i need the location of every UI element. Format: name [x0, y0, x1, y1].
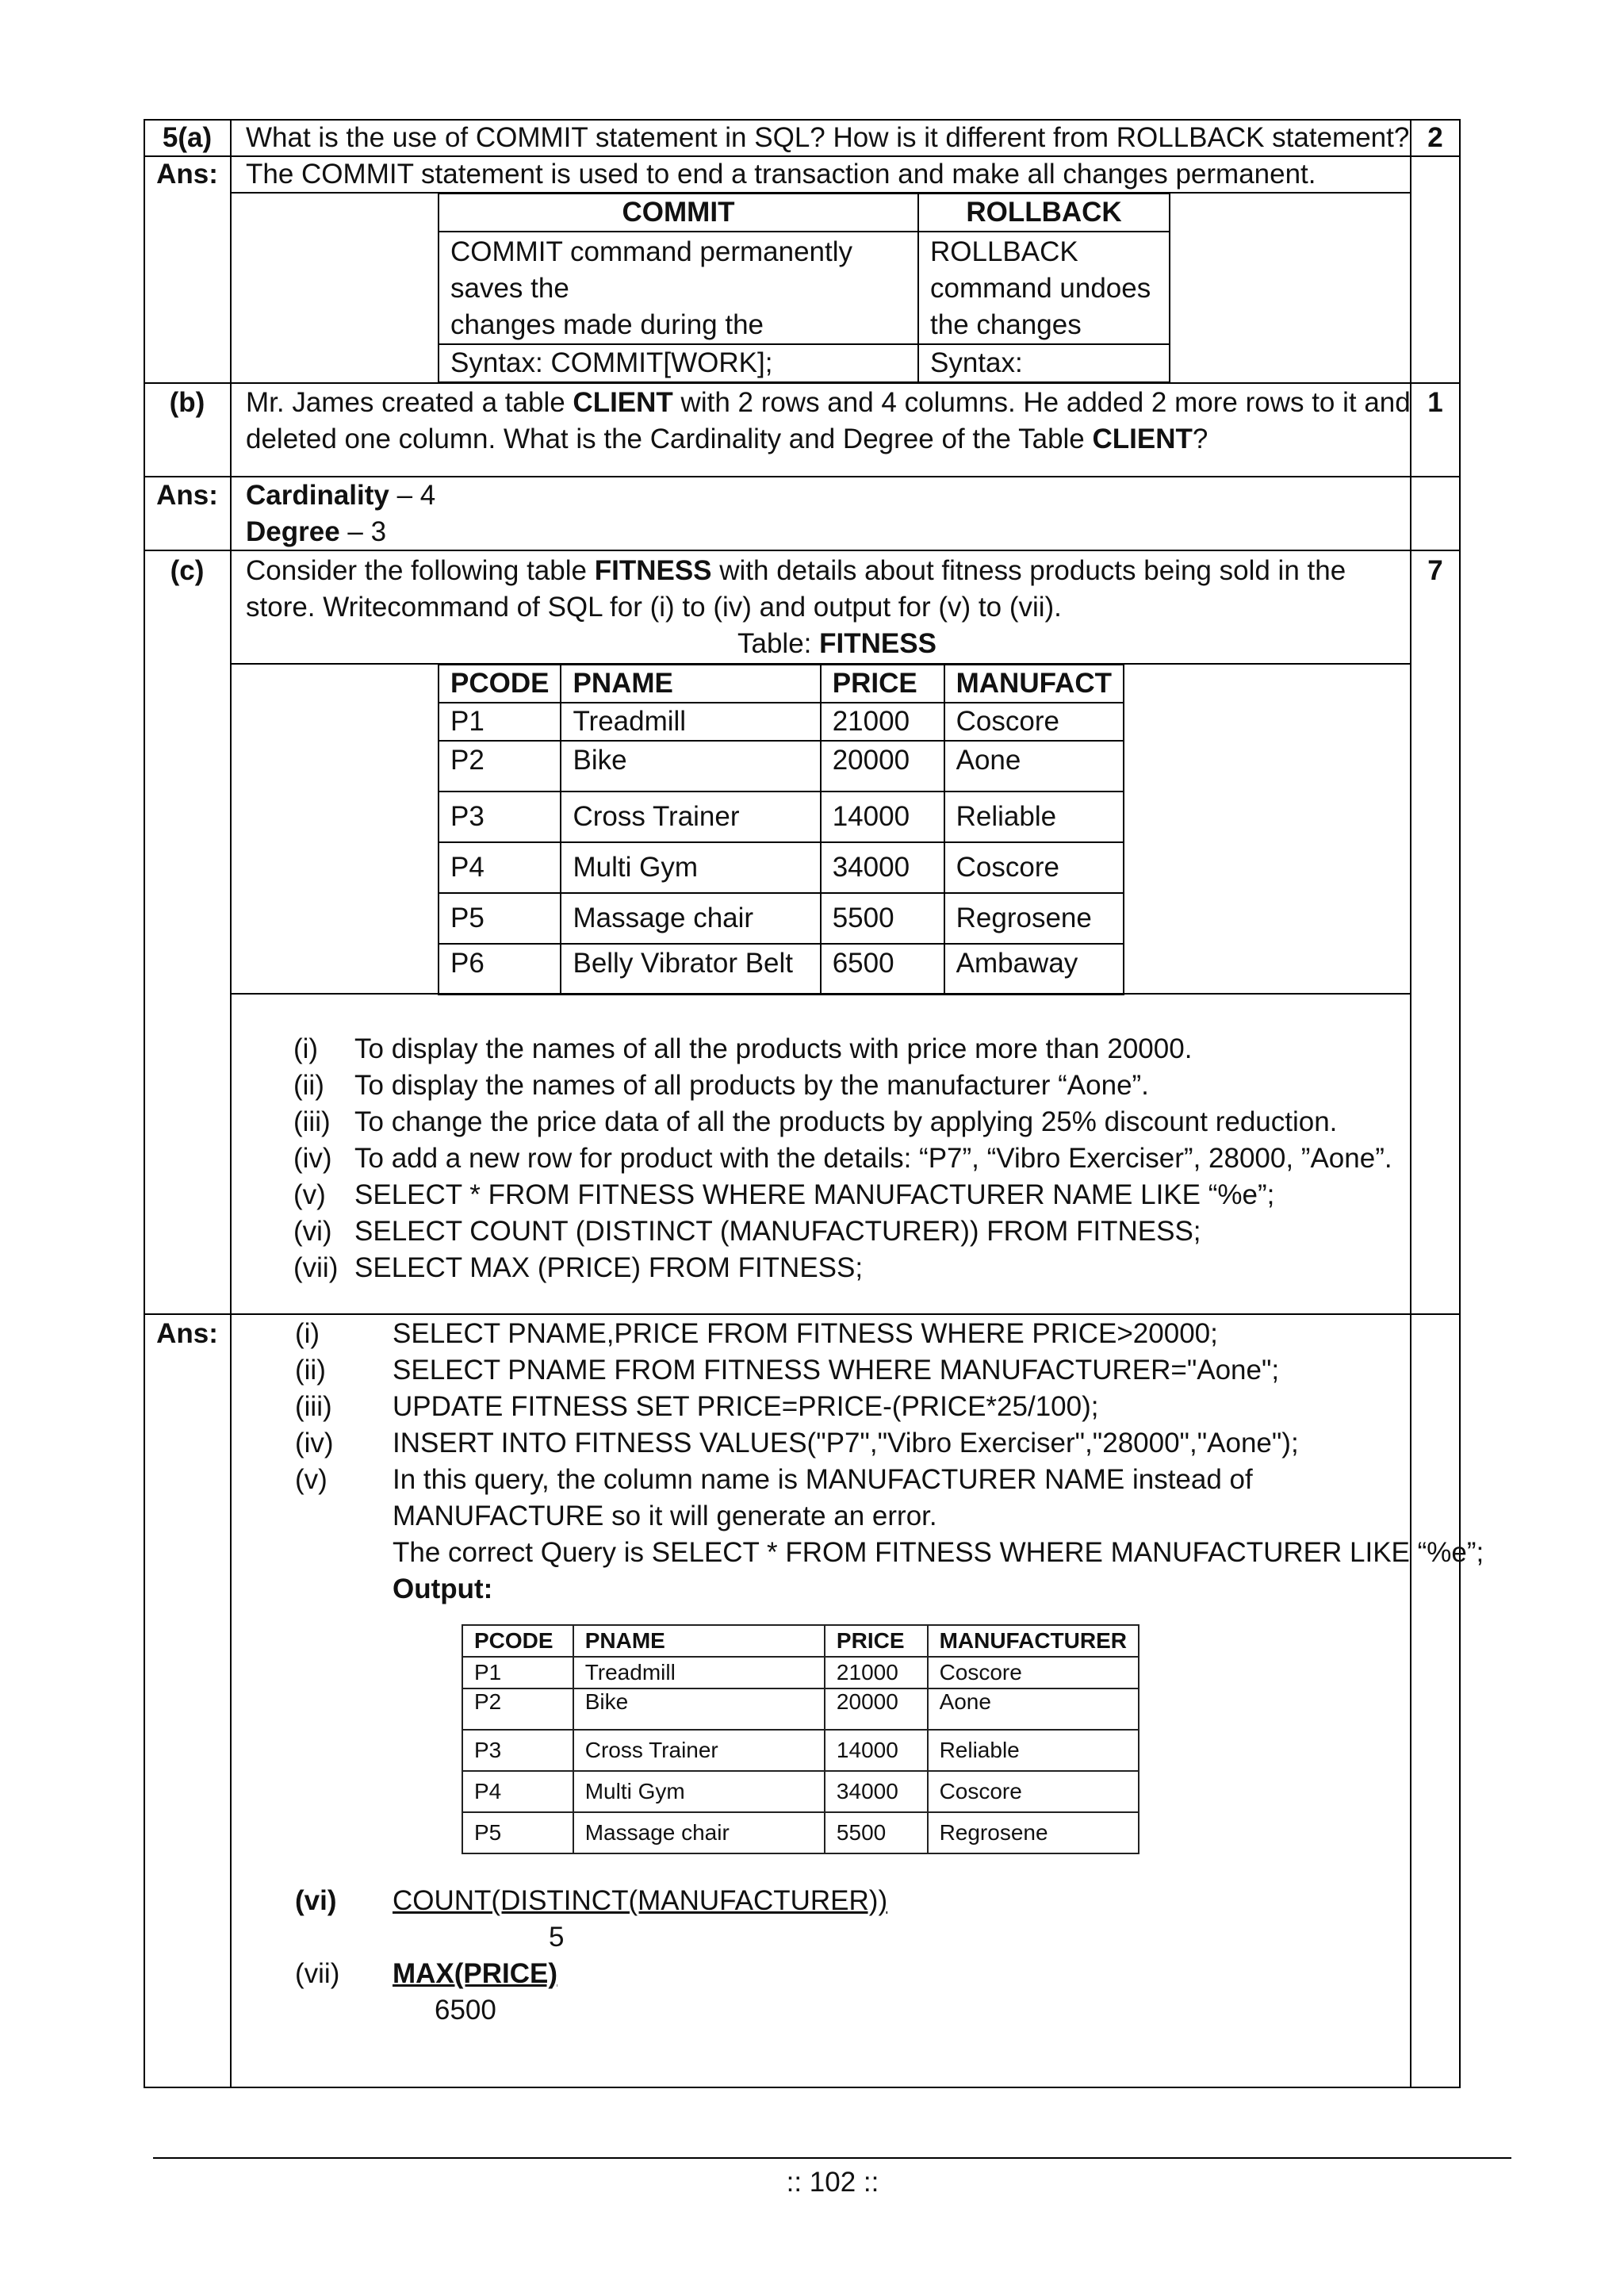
table-row: P3 Cross Trainer 14000 Reliable — [439, 792, 1124, 842]
list-item: (vi) — [293, 1216, 332, 1247]
output-table: PCODE PNAME PRICE MANUFACTURER P1 Treadmill 21000 Coscore P2 Bike 20000 Aone P3 Cross Trainer 14000 Reliable P4 Multi Gym 34000 Coscore P5 Massage chair 5500 Regrosene — [462, 1624, 1139, 1854]
list-item: (v) — [293, 1179, 326, 1210]
fitness-col-pname: PNAME — [561, 665, 820, 703]
list-item: (i) — [295, 1318, 320, 1349]
row-rule-5c-ans — [144, 1313, 1461, 1315]
list-item: (ii) — [293, 1070, 324, 1101]
ans-vii-heading: MAX(PRICE) — [393, 1958, 558, 1989]
commit-desc: COMMIT command permanently saves the changes made during the — [439, 232, 918, 344]
ans-vii-value: 6500 — [435, 1995, 496, 2026]
q5b-ans-label: Ans: — [156, 480, 218, 511]
list-item: To add a new row for product with the details: “P7”, “Vibro Exerciser”, 28000, ”Aone”. — [354, 1143, 1392, 1174]
table-row: P1 Treadmill 21000 Coscore — [462, 1657, 1139, 1688]
output-label: Output: — [393, 1573, 493, 1604]
list-item: SELECT PNAME FROM FITNESS WHERE MANUFACTURER="Aone"; — [393, 1355, 1280, 1386]
answer-v-line3: The correct Query is SELECT * FROM FITNESS WHERE MANUFACTURER LIKE “%e”; — [393, 1537, 1484, 1568]
q5b-label: (b) — [169, 387, 205, 418]
list-item: SELECT * FROM FITNESS WHERE MANUFACTURER NAME LIKE “%e”; — [354, 1179, 1275, 1210]
list-item: INSERT INTO FITNESS VALUES("P7","Vibro Exerciser","28000","Aone"); — [393, 1428, 1299, 1458]
list-item: (v) — [295, 1464, 327, 1495]
table-row: P5 Massage chair 5500 Regrosene — [462, 1812, 1139, 1853]
q5c-question-line1: Consider the following table FITNESS with details about fitness products being sold in the — [246, 555, 1346, 586]
q5b-degree: Degree – 3 — [246, 516, 387, 547]
list-item: (iv) — [295, 1428, 334, 1458]
list-item: To change the price data of all the products by applying 25% discount reduction. — [354, 1106, 1338, 1137]
rollback-syntax: Syntax: — [918, 344, 1170, 382]
list-item: SELECT MAX (PRICE) FROM FITNESS; — [354, 1252, 864, 1283]
ans-vi-num: (vi) — [295, 1885, 337, 1916]
answer-v-line2: MANUFACTURE so it will generate an error. — [393, 1501, 937, 1531]
q5c-marks: 7 — [1427, 555, 1443, 586]
col-divider-1 — [230, 119, 232, 2088]
list-item: To display the names of all the products with price more than 20000. — [354, 1033, 1193, 1064]
list-item: In this query, the column name is MANUFACTURER NAME instead of — [393, 1464, 1253, 1495]
table-row: P6 Belly Vibrator Belt 6500 Ambaway — [439, 944, 1124, 995]
list-item: (iii) — [295, 1391, 332, 1422]
q5b-question-line1: Mr. James created a table CLIENT with 2 rows and 4 columns. He added 2 more rows to it and — [246, 387, 1411, 418]
fitness-col-manufact: MANUFACT — [944, 665, 1124, 703]
ans-vii-num: (vii) — [295, 1958, 340, 1989]
table-row: P2 Bike 20000 Aone — [462, 1688, 1139, 1730]
row-rule-bottom — [144, 2087, 1461, 2088]
q5a-label: 5(a) — [162, 122, 213, 153]
q5b-marks: 1 — [1427, 387, 1443, 418]
table-row: P2 Bike 20000 Aone — [439, 741, 1124, 792]
q5a-question: What is the use of COMMIT statement in SQL? How is it different from ROLLBACK statement? — [246, 122, 1410, 153]
fitness-col-pcode: PCODE — [439, 665, 561, 703]
table-row: P5 Massage chair 5500 Regrosene — [439, 893, 1124, 944]
commit-header: COMMIT — [439, 194, 918, 232]
ans-vi-heading: COUNT(DISTINCT(MANUFACTURER)) — [393, 1885, 888, 1916]
q5a-ans-label: Ans: — [156, 159, 218, 190]
page-number: :: 102 :: — [786, 2167, 879, 2198]
fitness-table — [438, 664, 1124, 995]
list-item: SELECT COUNT (DISTINCT (MANUFACTURER)) FROM FITNESS; — [354, 1216, 1201, 1247]
list-item: SELECT PNAME,PRICE FROM FITNESS WHERE PRICE>20000; — [393, 1318, 1218, 1349]
q5b-question-line2: deleted one column. What is the Cardinality and Degree of the Table CLIENT? — [246, 424, 1208, 454]
list-item: (iii) — [293, 1106, 331, 1137]
list-item: To display the names of all products by the manufacturer “Aone”. — [354, 1070, 1149, 1101]
footer-rule — [153, 2157, 1511, 2159]
q5c-label: (c) — [170, 555, 205, 586]
list-item: (i) — [293, 1033, 319, 1064]
q5a-marks: 2 — [1427, 122, 1443, 153]
ans-vi-value: 5 — [549, 1922, 565, 1953]
q5c-ans-label: Ans: — [156, 1318, 218, 1349]
outer-right-border — [1459, 119, 1461, 2088]
table-row: P4 Multi Gym 34000 Coscore — [439, 842, 1124, 893]
table-row: P4 Multi Gym 34000 Coscore — [462, 1771, 1139, 1812]
list-item: UPDATE FITNESS SET PRICE=PRICE-(PRICE*25/100); — [393, 1391, 1099, 1422]
list-item: (iv) — [293, 1143, 332, 1174]
q5b-cardinality: Cardinality – 4 — [246, 480, 436, 511]
q5c-question-line2: store. Writecommand of SQL for (i) to (iv) and output for (v) to (vii). — [246, 592, 1062, 623]
fitness-col-price: PRICE — [821, 665, 944, 703]
rollback-header: ROLLBACK — [918, 194, 1170, 232]
rollback-desc: ROLLBACK command undoes the changes — [918, 232, 1170, 344]
q5a-answer: The COMMIT statement is used to end a transaction and make all changes permanent. — [246, 159, 1316, 190]
table-row: P3 Cross Trainer 14000 Reliable — [462, 1730, 1139, 1771]
fitness-table-caption: Table: FITNESS — [737, 628, 936, 659]
commit-rollback-table — [438, 193, 1170, 383]
list-item: (vii) — [293, 1252, 339, 1283]
commit-syntax: Syntax: COMMIT[WORK]; — [439, 344, 918, 382]
list-item: (ii) — [295, 1355, 326, 1386]
table-row: P1 Treadmill 21000 Coscore — [439, 703, 1124, 741]
